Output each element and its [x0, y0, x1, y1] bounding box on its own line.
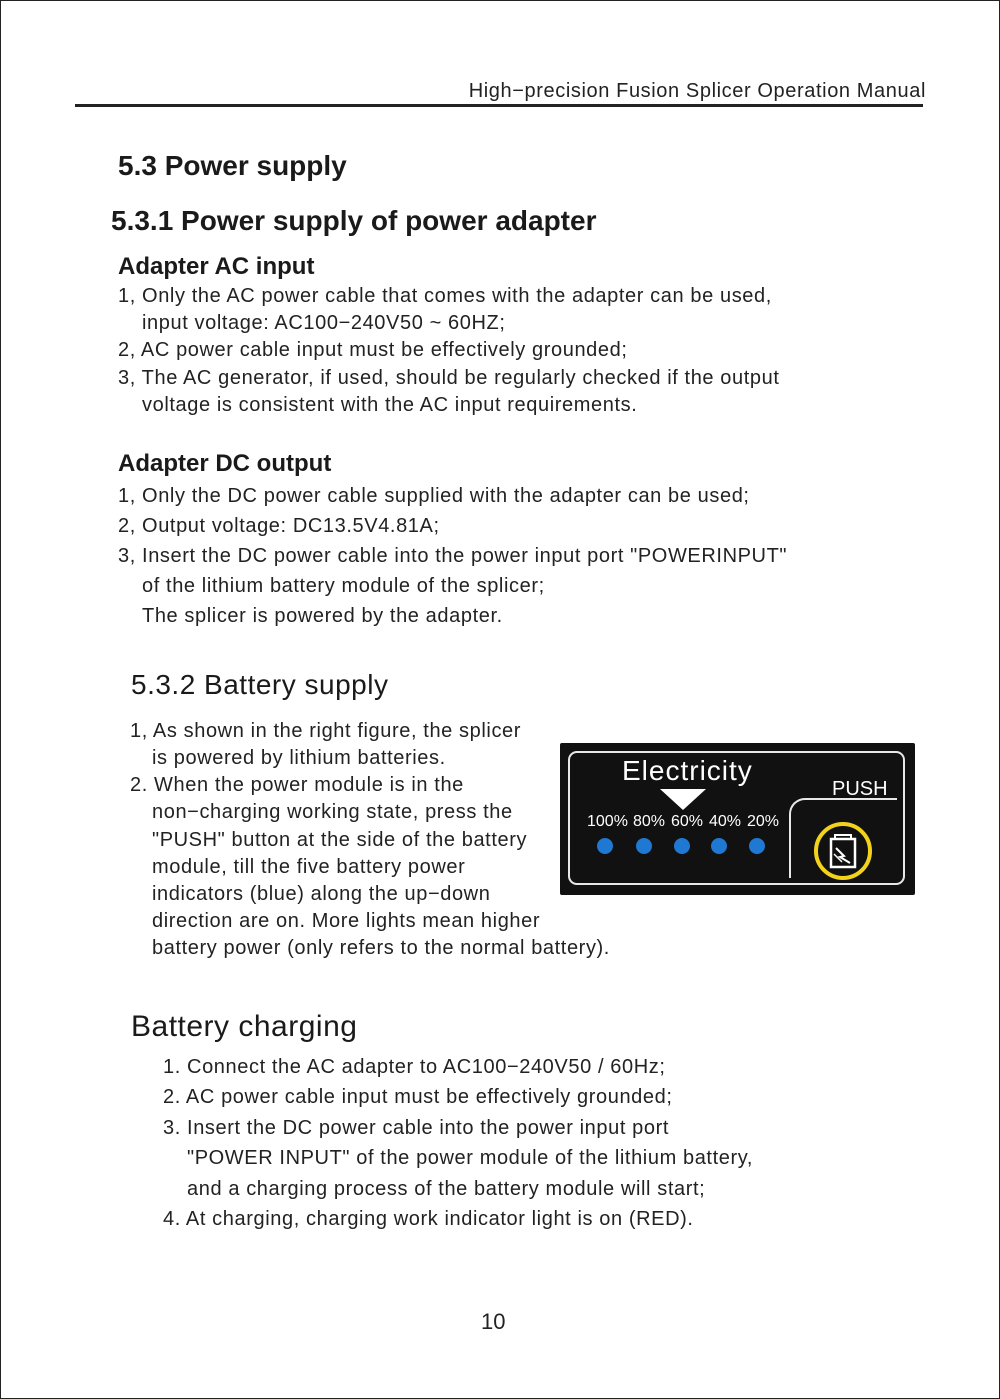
section-5-3-1-title: 5.3.1 Power supply of power adapter	[111, 205, 597, 236]
ac-input-line: 1, Only the AC power cable that comes with the adapter can be used,	[118, 285, 772, 307]
push-button-ring	[814, 822, 872, 880]
dc-output-line: 2, Output voltage: DC13.5V4.81A;	[118, 515, 440, 537]
charging-line: 3. Insert the DC power cable into the power input port	[163, 1117, 669, 1139]
battery-supply-line: direction are on. More lights mean higher	[152, 910, 541, 932]
charging-line: and a charging process of the battery module will start;	[187, 1178, 706, 1200]
level-label-20: 20%	[747, 813, 780, 830]
panel-electricity-label: Electricity	[622, 755, 753, 786]
ac-input-line: voltage is consistent with the AC input requirements.	[142, 394, 638, 416]
level-label-40: 40%	[709, 813, 742, 830]
indicator-light-20	[749, 838, 765, 854]
section-5-3-2-title: 5.3.2 Battery supply	[131, 669, 389, 700]
charging-line: "POWER INPUT" of the power module of the lithium battery,	[187, 1147, 754, 1169]
dc-output-line: 1, Only the DC power cable supplied with the adapter can be used;	[118, 485, 750, 507]
header-rule	[75, 104, 923, 107]
level-label-60: 60%	[671, 813, 704, 830]
battery-supply-line: is powered by lithium batteries.	[152, 747, 446, 769]
charging-line: 4. At charging, charging work indicator light is on (RED).	[163, 1208, 694, 1230]
dc-output-line: 3, Insert the DC power cable into the power input port "POWERINPUT"	[118, 545, 788, 567]
ac-input-line: input voltage: AC100−240V50 ~ 60HZ;	[142, 312, 506, 334]
battery-charge-icon	[818, 826, 868, 876]
arrow-down-icon	[660, 789, 706, 810]
panel-push-label: PUSH	[832, 778, 888, 800]
battery-supply-line: indicators (blue) along the up−down	[152, 883, 491, 905]
battery-supply-line: 1, As shown in the right figure, the splicer	[130, 720, 522, 742]
manual-header-title: High−precision Fusion Splicer Operation Manual	[468, 80, 926, 102]
battery-supply-line: "PUSH" button at the side of the battery	[152, 829, 528, 851]
level-label-100: 100%	[587, 813, 628, 830]
ac-input-heading: Adapter AC input	[118, 253, 315, 280]
ac-input-line: 2, AC power cable input must be effectively grounded;	[118, 339, 628, 361]
charging-line: 2. AC power cable input must be effectively grounded;	[163, 1086, 673, 1108]
dc-output-line: The splicer is powered by the adapter.	[142, 605, 503, 627]
dc-output-heading: Adapter DC output	[118, 450, 332, 477]
battery-charging-title: Battery charging	[131, 1010, 358, 1043]
section-5-3-title: 5.3 Power supply	[118, 150, 347, 181]
battery-supply-line: 2. When the power module is in the	[130, 774, 464, 796]
indicator-light-80	[636, 838, 652, 854]
battery-supply-line: battery power (only refers to the normal battery).	[152, 937, 610, 959]
indicator-light-60	[674, 838, 690, 854]
dc-output-line: of the lithium battery module of the splicer;	[142, 575, 545, 597]
page-number: 10	[481, 1309, 506, 1334]
battery-supply-line: non−charging working state, press the	[152, 801, 513, 823]
indicator-light-40	[711, 838, 727, 854]
battery-supply-line: module, till the five battery power	[152, 856, 466, 878]
indicator-light-100	[597, 838, 613, 854]
level-label-80: 80%	[633, 813, 666, 830]
ac-input-line: 3, The AC generator, if used, should be regularly checked if the output	[118, 367, 780, 389]
charging-line: 1. Connect the AC adapter to AC100−240V50 / 60Hz;	[163, 1056, 666, 1078]
